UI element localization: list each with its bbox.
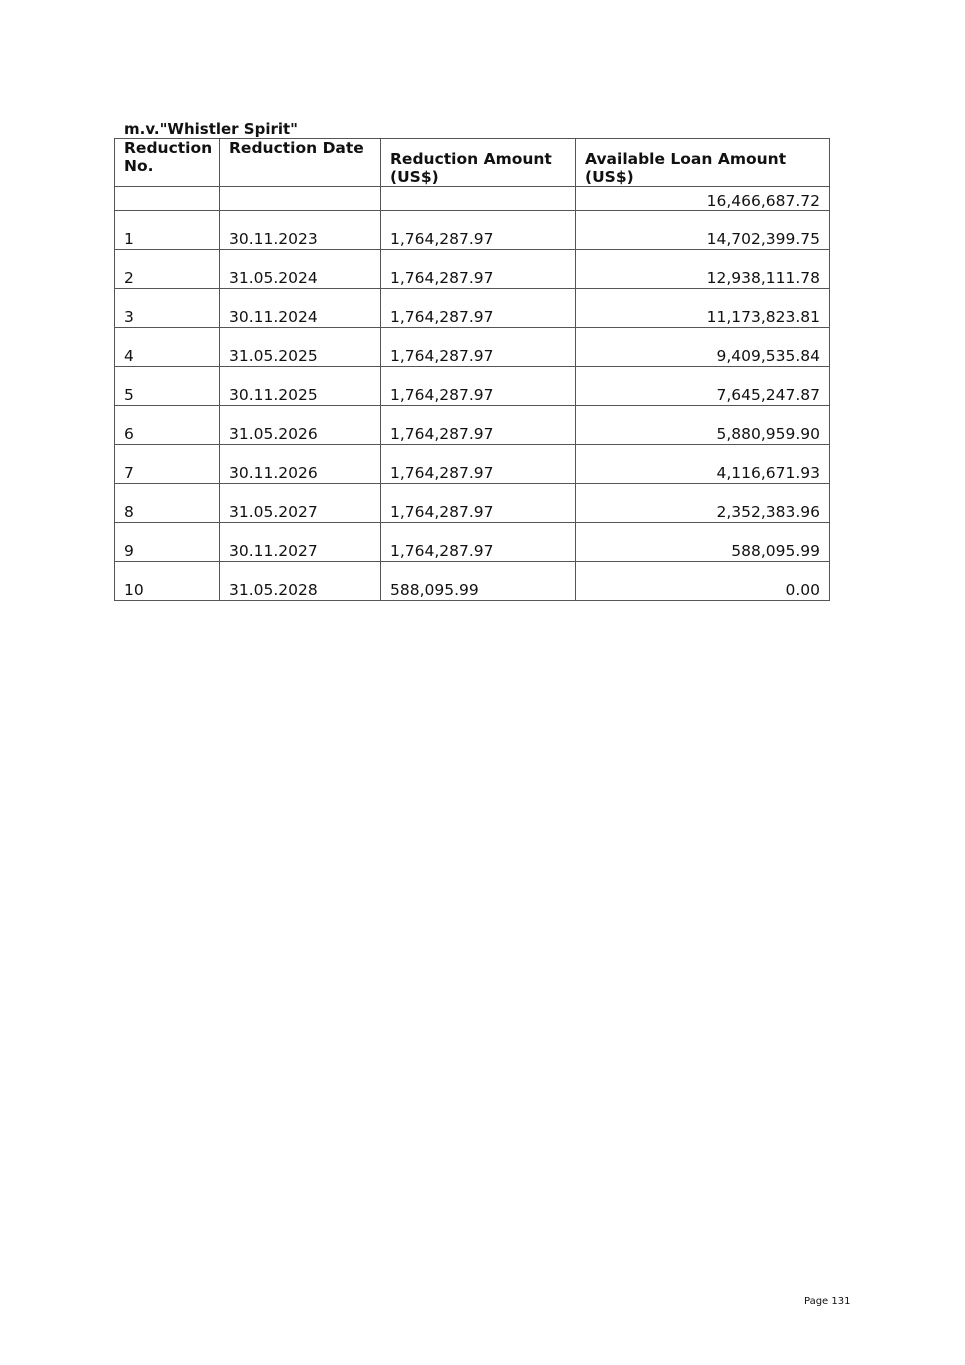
table-row [115, 289, 830, 328]
reduction-no-cell: 1 [115, 211, 220, 250]
reduction-amount-cell: 1,764,287.97 [381, 328, 576, 367]
opening-balance-row [115, 187, 830, 211]
table-row [115, 406, 830, 445]
vessel-title: m.v."Whistler Spirit" [124, 120, 299, 138]
reduction-no-cell: 6 [115, 406, 220, 445]
header-reduction-amount: Reduction Amount (US$) [381, 139, 576, 187]
header-available-loan-amount: Available Loan Amount (US$) [576, 139, 830, 187]
opening-no-cell [115, 187, 220, 211]
available-amount-cell: 2,352,383.96 [576, 484, 830, 523]
opening-date-cell [220, 187, 381, 211]
reduction-amount-cell: 1,764,287.97 [381, 211, 576, 250]
reduction-no-cell: 8 [115, 484, 220, 523]
reduction-amount-cell: 1,764,287.97 [381, 250, 576, 289]
reduction-amount-cell: 1,764,287.97 [381, 289, 576, 328]
reduction-date-cell: 30.11.2027 [220, 523, 381, 562]
table-row [115, 211, 830, 250]
available-amount-cell: 12,938,111.78 [576, 250, 830, 289]
available-amount-cell: 5,880,959.90 [576, 406, 830, 445]
reduction-no-cell: 9 [115, 523, 220, 562]
reduction-date-cell: 31.05.2026 [220, 406, 381, 445]
reduction-date-cell: 30.11.2024 [220, 289, 381, 328]
reduction-no-cell: 4 [115, 328, 220, 367]
reduction-date-cell: 30.11.2023 [220, 211, 381, 250]
header-reduction-no: Reduction No. [115, 139, 220, 187]
loan-reduction-table [114, 138, 830, 601]
reduction-date-cell: 31.05.2024 [220, 250, 381, 289]
reduction-no-cell: 3 [115, 289, 220, 328]
table-row [115, 445, 830, 484]
page-number: Page 131 [804, 1296, 851, 1307]
reduction-no-cell: 10 [115, 562, 220, 601]
table-row [115, 562, 830, 601]
available-amount-cell: 588,095.99 [576, 523, 830, 562]
available-amount-cell: 0.00 [576, 562, 830, 601]
opening-amount-cell [381, 187, 576, 211]
reduction-date-cell: 30.11.2025 [220, 367, 381, 406]
table-row [115, 367, 830, 406]
reduction-amount-cell: 1,764,287.97 [381, 367, 576, 406]
reduction-date-cell: 31.05.2028 [220, 562, 381, 601]
reduction-date-cell: 31.05.2025 [220, 328, 381, 367]
table-row [115, 523, 830, 562]
available-amount-cell: 14,702,399.75 [576, 211, 830, 250]
reduction-amount-cell: 1,764,287.97 [381, 523, 576, 562]
table-row [115, 328, 830, 367]
reduction-amount-cell: 1,764,287.97 [381, 406, 576, 445]
table-header-row [115, 139, 830, 187]
header-reduction-date: Reduction Date [220, 139, 381, 187]
table-row [115, 484, 830, 523]
opening-balance-cell: 16,466,687.72 [576, 187, 830, 211]
table-row [115, 250, 830, 289]
reduction-amount-cell: 1,764,287.97 [381, 445, 576, 484]
reduction-amount-cell: 1,764,287.97 [381, 484, 576, 523]
reduction-amount-cell: 588,095.99 [381, 562, 576, 601]
available-amount-cell: 11,173,823.81 [576, 289, 830, 328]
reduction-no-cell: 5 [115, 367, 220, 406]
reduction-date-cell: 30.11.2026 [220, 445, 381, 484]
reduction-no-cell: 7 [115, 445, 220, 484]
reduction-no-cell: 2 [115, 250, 220, 289]
reduction-date-cell: 31.05.2027 [220, 484, 381, 523]
available-amount-cell: 9,409,535.84 [576, 328, 830, 367]
available-amount-cell: 7,645,247.87 [576, 367, 830, 406]
available-amount-cell: 4,116,671.93 [576, 445, 830, 484]
